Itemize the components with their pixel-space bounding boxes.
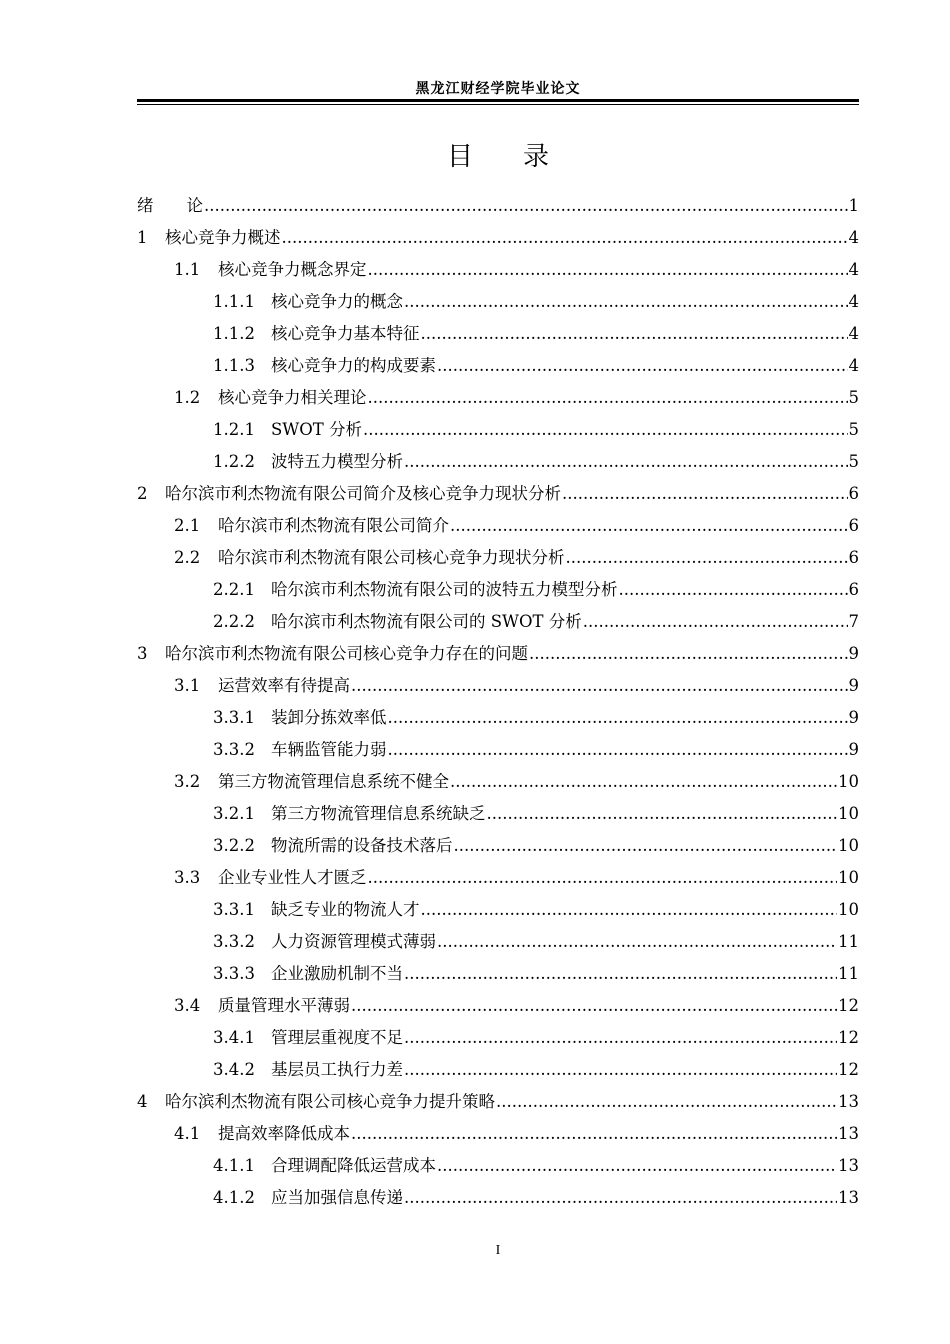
toc-entry-number: 1.2.2	[213, 452, 255, 471]
toc-entry-page: 12	[838, 996, 859, 1015]
toc-entry-title: 核心竞争力基本特征	[271, 324, 420, 343]
toc-entry-title: 质量管理水平薄弱	[218, 996, 350, 1015]
toc-dot-leader	[566, 542, 848, 574]
toc-entry-page: 13	[838, 1092, 859, 1111]
running-header: 黑龙江财经学院毕业论文	[415, 81, 581, 97]
toc-dot-leader	[437, 350, 848, 382]
toc-entry-number: 1	[137, 228, 148, 247]
toc-entry-title: 核心竞争力相关理论	[218, 388, 367, 407]
toc-entry-page: 10	[838, 868, 859, 887]
toc-dot-leader	[404, 1182, 837, 1214]
toc-entry-page: 10	[838, 836, 859, 855]
toc-entry[interactable]	[137, 254, 859, 286]
toc-entry-page: 5	[848, 388, 859, 407]
toc-dot-leader	[421, 318, 848, 350]
toc-entry-title: 哈尔滨利杰物流有限公司核心竞争力提升策略	[165, 1092, 495, 1111]
toc-entry-page: 1	[848, 196, 859, 215]
toc-entry[interactable]	[137, 958, 859, 990]
toc-entry-title: 车辆监管能力弱	[271, 740, 387, 759]
toc-entry-number: 3.3.2	[213, 932, 255, 951]
toc-entry-title: 提高效率降低成本	[218, 1124, 350, 1143]
toc-dot-leader	[437, 926, 837, 958]
toc-entry[interactable]	[137, 862, 859, 894]
toc-entry-title: 核心竞争力概念界定	[218, 260, 367, 279]
toc-entry[interactable]	[137, 894, 859, 926]
toc-entry[interactable]	[137, 318, 859, 350]
toc-entry[interactable]	[137, 286, 859, 318]
toc-entry-page: 10	[838, 804, 859, 823]
toc-entry-title: 合理调配降低运营成本	[271, 1156, 436, 1175]
toc-dot-leader	[368, 382, 848, 414]
toc-entry[interactable]	[137, 1086, 859, 1118]
page-number: I	[495, 1243, 501, 1258]
toc-entry-number: 3.2.2	[213, 836, 255, 855]
toc-dot-leader	[404, 446, 848, 478]
toc-dot-leader	[583, 606, 848, 638]
toc-entry-number: 2.2.2	[213, 612, 255, 631]
toc-entry-number: 3	[137, 644, 148, 663]
toc-entry-page: 4	[848, 260, 859, 279]
toc-dot-leader	[204, 190, 848, 222]
toc-entry-number: 3.3.1	[213, 900, 255, 919]
toc-entry[interactable]	[137, 1054, 859, 1086]
toc-dot-leader	[454, 830, 838, 862]
toc-entry[interactable]	[137, 670, 859, 702]
toc-entry-page: 6	[848, 484, 859, 503]
toc-entry-number: 3.4	[174, 996, 201, 1015]
toc-entry[interactable]	[137, 702, 859, 734]
toc-entry-page: 4	[848, 324, 859, 343]
toc-entry-title: 第三方物流管理信息系统缺乏	[271, 804, 486, 823]
toc-entry-title: 哈尔滨市利杰物流有限公司的波特五力模型分析	[271, 580, 618, 599]
toc-dot-leader	[421, 894, 838, 926]
toc-entry-number: 3.3	[174, 868, 201, 887]
toc-entry-page: 11	[838, 964, 859, 983]
toc-entry-page: 5	[848, 452, 859, 471]
toc-entry-number: 1.1.2	[213, 324, 255, 343]
toc-entry-page: 13	[838, 1188, 859, 1207]
toc-dot-leader	[282, 222, 848, 254]
toc-entry-number: 3.1	[174, 676, 201, 695]
toc-entry[interactable]	[137, 446, 859, 478]
toc-entry[interactable]	[137, 1118, 859, 1150]
toc-entry[interactable]	[137, 926, 859, 958]
toc-entry-number: 4.1.2	[213, 1188, 255, 1207]
toc-entry-number: 4.1	[174, 1124, 201, 1143]
toc-dot-leader	[437, 1150, 837, 1182]
toc-dot-leader	[619, 574, 848, 606]
toc-entry-number: 3.2.1	[213, 804, 255, 823]
toc-entry-page: 6	[848, 580, 859, 599]
toc-entry-title: 哈尔滨市利杰物流有限公司核心竞争力现状分析	[218, 548, 565, 567]
toc-entry-title: 企业专业性人才匮乏	[218, 868, 367, 887]
toc-entry-number: 1.2	[174, 388, 201, 407]
toc-entry-title: 核心竞争力概述	[165, 228, 281, 247]
header-rule-thick	[137, 99, 859, 102]
toc-entry-title: 核心竞争力的概念	[271, 292, 403, 311]
toc-entry-page: 12	[838, 1060, 859, 1079]
toc-dot-leader	[404, 958, 837, 990]
toc-entry-number: 1.1	[174, 260, 201, 279]
toc-entry-title: 第三方物流管理信息系统不健全	[218, 772, 449, 791]
toc-entry[interactable]	[137, 1182, 859, 1214]
toc-entry[interactable]	[137, 830, 859, 862]
toc-entry[interactable]	[137, 542, 859, 574]
toc-entry-page: 6	[848, 516, 859, 535]
toc-entry-title: 核心竞争力的构成要素	[271, 356, 436, 375]
toc-dot-leader	[351, 670, 848, 702]
toc-entry-page: 5	[848, 420, 859, 439]
toc-entry[interactable]	[137, 414, 859, 446]
toc-entry-title: 管理层重视度不足	[271, 1028, 403, 1047]
toc-title-char-2: 录	[523, 142, 550, 172]
toc-dot-leader	[404, 1054, 837, 1086]
toc-dot-leader	[487, 798, 838, 830]
toc-entry-page: 7	[848, 612, 859, 631]
toc-entry[interactable]	[137, 638, 859, 670]
toc-entry-title: 人力资源管理模式薄弱	[271, 932, 436, 951]
toc-entry-page: 9	[848, 740, 859, 759]
toc-entry[interactable]	[137, 734, 859, 766]
toc-entry[interactable]	[137, 1150, 859, 1182]
toc-entry-number: 3.3.2	[213, 740, 255, 759]
toc-dot-leader	[404, 286, 848, 318]
toc-dot-leader	[496, 1086, 837, 1118]
toc-entry-number: 3.4.1	[213, 1028, 255, 1047]
toc-entry-title: 哈尔滨市利杰物流有限公司简介	[218, 516, 449, 535]
toc-entry-title: 运营效率有待提高	[218, 676, 350, 695]
toc-entry-number: 3.4.2	[213, 1060, 255, 1079]
toc-entry-number: 2.1	[174, 516, 201, 535]
toc-entry-title: 哈尔滨市利杰物流有限公司核心竞争力存在的问题	[165, 644, 528, 663]
toc-entry-number: 3.3.1	[213, 708, 255, 727]
toc-entry-title: 绪 论	[137, 196, 203, 215]
toc-entry-title: 基层员工执行力差	[271, 1060, 403, 1079]
toc-entry-number: 2.2.1	[213, 580, 255, 599]
toc-dot-leader	[529, 638, 848, 670]
toc-dot-leader	[450, 510, 848, 542]
toc-dot-leader	[388, 734, 848, 766]
toc-title	[137, 136, 859, 173]
toc-entry-page: 4	[848, 228, 859, 247]
toc-entry-title: 应当加强信息传递	[271, 1188, 403, 1207]
toc-entry-page: 9	[848, 676, 859, 695]
toc-entry-title: 缺乏专业的物流人才	[271, 900, 420, 919]
toc-entry[interactable]	[137, 574, 859, 606]
toc-entry-number: 4	[137, 1092, 148, 1111]
toc-dot-leader	[404, 1022, 837, 1054]
toc-entry-number: 4.1.1	[213, 1156, 255, 1175]
toc-entry[interactable]	[137, 478, 859, 510]
toc-entry-number: 1.2.1	[213, 420, 255, 439]
toc-title-char-1: 目	[446, 142, 473, 172]
toc-entry-title: 波特五力模型分析	[271, 452, 403, 471]
toc-entry[interactable]	[137, 510, 859, 542]
toc-entry[interactable]	[137, 350, 859, 382]
toc-entry-page: 6	[848, 548, 859, 567]
toc-entry-number: 2	[137, 484, 148, 503]
header-rule-thin	[137, 104, 859, 105]
toc-dot-leader	[450, 766, 837, 798]
toc-dot-leader	[368, 254, 848, 286]
toc-entry[interactable]	[137, 190, 859, 222]
toc-entry-page: 9	[848, 644, 859, 663]
toc-entry-title: 企业激励机制不当	[271, 964, 403, 983]
toc-entry-title: 哈尔滨市利杰物流有限公司的 SWOT 分析	[271, 612, 582, 631]
toc-entry-page: 12	[838, 1028, 859, 1047]
toc-dot-leader	[562, 478, 848, 510]
toc-entry-number: 2.2	[174, 548, 201, 567]
toc-entry-title: SWOT 分析	[271, 420, 363, 439]
toc-entry[interactable]	[137, 766, 859, 798]
toc-entry-page: 10	[838, 900, 859, 919]
toc-entry-page: 13	[838, 1124, 859, 1143]
toc-entry-page: 9	[848, 708, 859, 727]
toc-entry-page: 10	[838, 772, 859, 791]
toc-entry-page: 11	[838, 932, 859, 951]
toc-entry[interactable]	[137, 990, 859, 1022]
toc-entry-number: 3.2	[174, 772, 201, 791]
toc-entry-page: 4	[848, 356, 859, 375]
toc-dot-leader	[351, 990, 837, 1022]
toc-dot-leader	[388, 702, 848, 734]
toc-entry-page: 4	[848, 292, 859, 311]
toc-entry-title: 装卸分拣效率低	[271, 708, 387, 727]
toc-entry[interactable]	[137, 382, 859, 414]
toc-entry[interactable]	[137, 222, 859, 254]
toc-entry-number: 3.3.3	[213, 964, 255, 983]
table-of-contents	[137, 190, 859, 1214]
toc-entry-number: 1.1.3	[213, 356, 255, 375]
toc-entry-number: 1.1.1	[213, 292, 255, 311]
toc-dot-leader	[363, 414, 847, 446]
toc-dot-leader	[368, 862, 838, 894]
toc-entry-title: 物流所需的设备技术落后	[271, 836, 453, 855]
toc-dot-leader	[351, 1118, 837, 1150]
toc-entry[interactable]	[137, 606, 859, 638]
toc-entry-title: 哈尔滨市利杰物流有限公司简介及核心竞争力现状分析	[165, 484, 561, 503]
toc-entry[interactable]	[137, 798, 859, 830]
toc-entry-page: 13	[838, 1156, 859, 1175]
toc-entry[interactable]	[137, 1022, 859, 1054]
